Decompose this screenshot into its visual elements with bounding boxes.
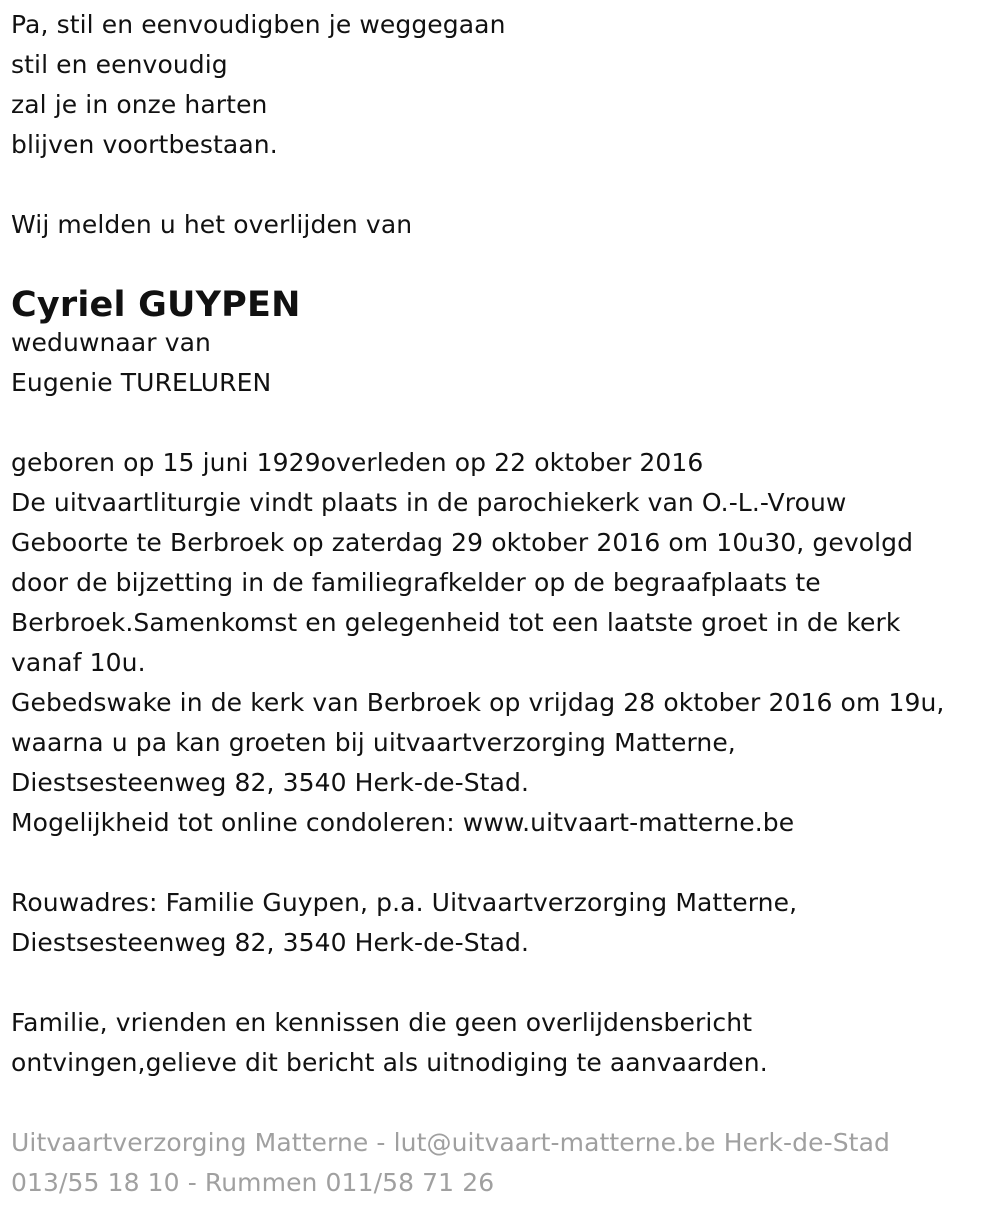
intro-text: Wij melden u het overlijden van (11, 210, 413, 239)
detail-line: Gebedswake in de kerk van Berbroek op vrijdag 28 oktober 2016 om 19u, (11, 688, 945, 717)
poem-line: Pa, stil en eenvoudigben je weggegaan (11, 10, 506, 39)
detail-line: geboren op 15 juni 1929overleden op 22 oktober 2016 (11, 448, 704, 477)
detail-line: Diestsesteenweg 82, 3540 Herk-de-Stad. (11, 768, 529, 797)
mourning-address (11, 883, 996, 963)
footer-line: Uitvaartverzorging Matterne - lut@uitvaart-matterne.be Herk-de-Stad (11, 1128, 890, 1157)
detail-line: vanaf 10u. (11, 648, 146, 677)
spacer (11, 963, 996, 1003)
closing-note (11, 1003, 996, 1083)
detail-line: De uitvaartliturgie vindt plaats in de parochiekerk van O.-L.-Vrouw (11, 488, 847, 517)
poem-line: zal je in onze harten (11, 90, 268, 119)
relation-text: weduwnaar van (11, 328, 211, 357)
obituary-notice (11, 5, 996, 1203)
address-line: Rouwadres: Familie Guypen, p.a. Uitvaartverzorging Matterne, (11, 888, 798, 917)
address-line: Diestsesteenweg 82, 3540 Herk-de-Stad. (11, 928, 529, 957)
poem (11, 5, 996, 165)
spacer (11, 843, 996, 883)
funeral-details (11, 443, 996, 843)
detail-line: door de bijzetting in de familiegrafkelder op de begraafplaats te (11, 568, 821, 597)
poem-line: stil en eenvoudig (11, 50, 228, 79)
detail-line: Berbroek.Samenkomst en gelegenheid tot een laatste groet in de kerk (11, 608, 901, 637)
spacer (11, 403, 996, 443)
poem-line: blijven voortbestaan. (11, 130, 278, 159)
detail-line: Geboorte te Berbroek op zaterdag 29 oktober 2016 om 10u30, gevolgd (11, 528, 914, 557)
closing-line: ontvingen,gelieve dit bericht als uitnodiging te aanvaarden. (11, 1048, 768, 1077)
closing-line: Familie, vrienden en kennissen die geen overlijdensbericht (11, 1008, 753, 1037)
condolence-line: Mogelijkheid tot online condoleren: www.uitvaart-matterne.be (11, 808, 795, 837)
spouse-name: Eugenie TURELUREN (11, 368, 272, 397)
detail-line: waarna u pa kan groeten bij uitvaartverzorging Matterne, (11, 728, 736, 757)
footer-contact (11, 1123, 996, 1203)
spacer (11, 165, 996, 205)
footer-line: 013/55 18 10 - Rummen 011/58 71 26 (11, 1168, 495, 1197)
spacer (11, 1083, 996, 1123)
deceased-name: Cyriel GUYPEN (11, 285, 301, 325)
